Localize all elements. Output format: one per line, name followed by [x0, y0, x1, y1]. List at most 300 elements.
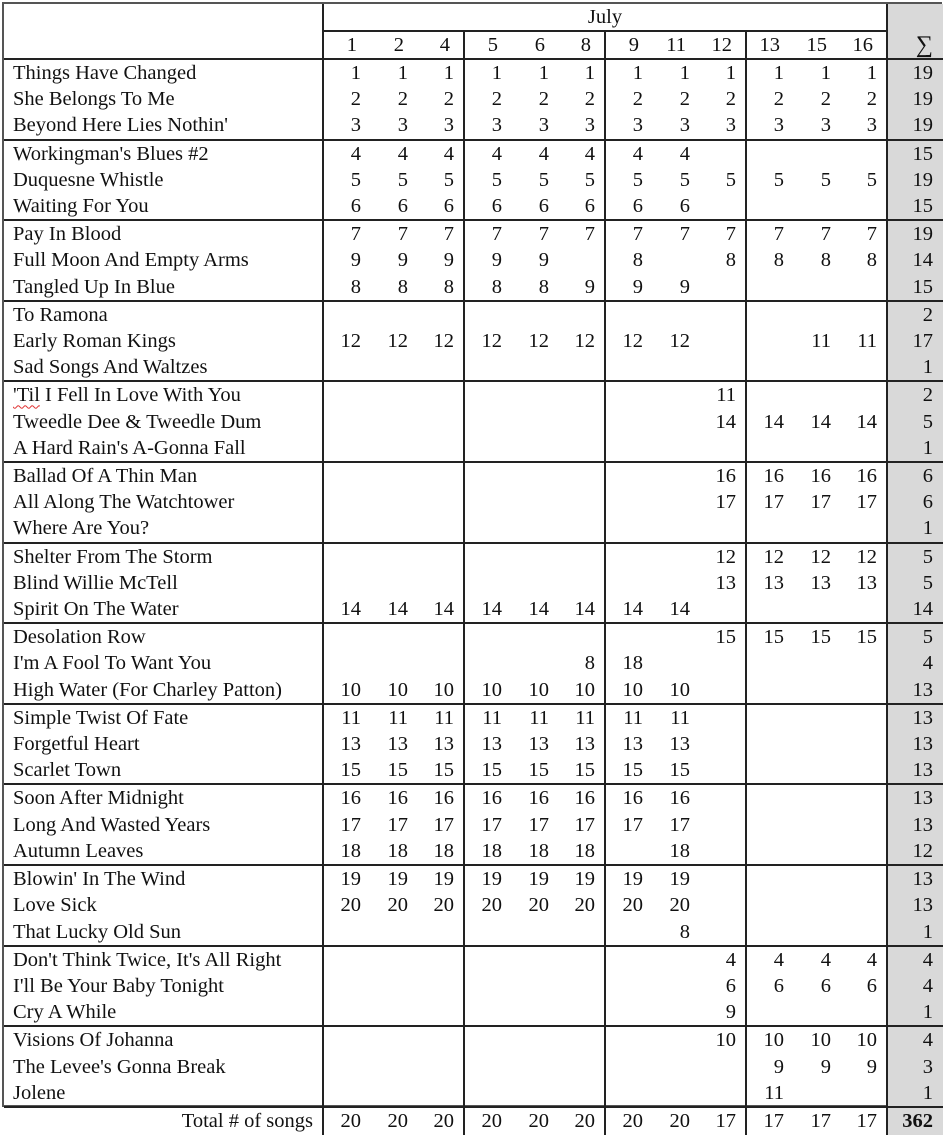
setlist-position — [417, 570, 464, 596]
setlist-position: 15 — [387, 759, 408, 782]
setlist-position — [699, 731, 746, 757]
setlist-position: 8 — [558, 650, 605, 676]
setlist-position: 5 — [773, 168, 784, 191]
setlist-position — [417, 381, 464, 408]
setlist-position: 3 — [699, 112, 746, 139]
table-row — [4, 946, 943, 973]
setlist-position: 5 — [632, 168, 643, 191]
setlist-position: 15 — [622, 759, 643, 782]
setlist-position: 5 — [417, 167, 464, 193]
song-title: Duquesne Whistle — [4, 167, 323, 193]
setlist-position — [323, 570, 370, 596]
song-play-count: 19 — [887, 59, 943, 86]
setlist-position: 1 — [652, 59, 699, 86]
table-row — [4, 919, 943, 946]
setlist-position: 2 — [773, 88, 784, 111]
setlist-position — [370, 543, 417, 570]
setlist-position — [370, 301, 417, 328]
setlist-position: 8 — [491, 275, 502, 298]
setlist-position — [558, 301, 605, 328]
table-row — [4, 167, 943, 193]
setlist-position — [699, 650, 746, 676]
setlist-position: 12 — [558, 328, 605, 354]
sum-header: ∑ — [887, 4, 943, 59]
setlist-position — [464, 301, 511, 328]
song-play-count: 5 — [887, 623, 943, 650]
song-play-count: 1 — [887, 919, 943, 946]
setlist-position — [417, 354, 464, 381]
setlist-position — [511, 623, 558, 650]
setlist-position: 3 — [558, 112, 605, 139]
day-header: 16 — [840, 31, 887, 59]
setlist-position — [370, 381, 417, 408]
month-header-row — [4, 4, 943, 31]
table-row — [4, 596, 943, 623]
songs-per-show: 17 — [793, 1107, 840, 1135]
setlist-position: 13 — [669, 733, 690, 756]
setlist-position — [370, 919, 417, 946]
setlist-position: 10 — [622, 678, 643, 701]
setlist-position: 2 — [558, 86, 605, 112]
setlist-position — [652, 999, 699, 1026]
setlist-position — [605, 515, 652, 542]
setlist-position — [840, 274, 887, 301]
setlist-position: 16 — [793, 462, 840, 489]
setlist-position — [323, 409, 370, 435]
setlist-position — [793, 515, 840, 542]
song-play-count: 4 — [887, 1026, 943, 1053]
setlist-position: 15 — [669, 759, 690, 782]
spellcheck-flagged-word: 'Til — [13, 384, 40, 407]
setlist-position: 5 — [397, 168, 408, 191]
table-row — [4, 757, 943, 784]
setlist-position: 18 — [481, 839, 502, 862]
setlist-position — [464, 1054, 511, 1080]
song-title: Where Are You? — [4, 515, 323, 542]
setlist-position: 2 — [866, 88, 877, 111]
song-play-count: 13 — [887, 757, 943, 784]
setlist-position: 10 — [793, 1026, 840, 1053]
song-title: That Lucky Old Sun — [4, 919, 323, 946]
setlist-position: 12 — [840, 543, 887, 570]
table-row — [4, 274, 943, 301]
setlist-position — [417, 919, 464, 946]
table-row — [4, 489, 943, 515]
setlist-position — [840, 435, 887, 462]
setlist-position — [840, 838, 887, 865]
setlist-position: 17 — [528, 813, 549, 836]
song-play-count: 4 — [887, 650, 943, 676]
song-play-count: 15 — [887, 274, 943, 301]
song-title: High Water (For Charley Patton) — [4, 677, 323, 704]
setlist-position — [746, 999, 793, 1026]
setlist-position — [746, 731, 793, 757]
setlist-position — [840, 140, 887, 167]
song-title: She Belongs To Me — [4, 86, 323, 112]
setlist-position: 10 — [746, 1026, 793, 1053]
setlist-position: 17 — [387, 813, 408, 836]
setlist-position: 7 — [464, 220, 511, 247]
setlist-position: 18 — [528, 839, 549, 862]
setlist-position: 10 — [558, 677, 605, 704]
setlist-position: 2 — [538, 88, 549, 111]
table-row — [4, 1026, 943, 1053]
song-title: Don't Think Twice, It's All Right — [4, 946, 323, 973]
setlist-position — [699, 435, 746, 462]
setlist-position: 14 — [856, 410, 877, 433]
setlist-position: 1 — [793, 59, 840, 86]
setlist-position: 17 — [810, 491, 831, 514]
setlist-position: 4 — [370, 140, 417, 167]
setlist-position — [370, 435, 417, 462]
setlist-position — [746, 704, 793, 731]
setlist-position — [699, 1080, 746, 1107]
song-title: Long And Wasted Years — [4, 812, 323, 838]
setlist-position: 7 — [370, 220, 417, 247]
setlist-position — [464, 650, 511, 676]
setlist-position: 9 — [350, 249, 361, 272]
table-row — [4, 515, 943, 542]
setlist-position: 11 — [370, 704, 417, 731]
total-row — [4, 1107, 943, 1135]
setlist-position — [652, 973, 699, 999]
song-title: Autumn Leaves — [4, 838, 323, 865]
setlist-position: 14 — [763, 410, 784, 433]
setlist-position — [652, 515, 699, 542]
table-row — [4, 865, 943, 892]
song-play-count: 19 — [887, 112, 943, 139]
setlist-position — [558, 946, 605, 973]
song-title: Full Moon And Empty Arms — [4, 247, 323, 273]
setlist-position — [699, 515, 746, 542]
setlist-position: 10 — [669, 678, 690, 701]
setlist-position — [652, 570, 699, 596]
setlist-position: 3 — [773, 114, 784, 137]
setlist-position — [699, 596, 746, 623]
setlist-position — [746, 812, 793, 838]
setlist-position: 14 — [417, 596, 464, 623]
setlist-position — [652, 650, 699, 676]
setlist-position — [840, 919, 887, 946]
song-play-count: 19 — [887, 167, 943, 193]
setlist-position — [417, 515, 464, 542]
setlist-position: 7 — [558, 220, 605, 247]
setlist-position — [558, 247, 605, 273]
setlist-position — [699, 328, 746, 354]
setlist-position — [746, 354, 793, 381]
setlist-position: 9 — [417, 247, 464, 273]
song-title: Scarlet Town — [4, 757, 323, 784]
setlist-position — [605, 623, 652, 650]
setlist-position — [323, 1054, 370, 1080]
table-row — [4, 193, 943, 220]
setlist-position — [652, 301, 699, 328]
setlist-position: 13 — [810, 571, 831, 594]
song-title: A Hard Rain's A-Gonna Fall — [4, 435, 323, 462]
setlist-position — [746, 140, 793, 167]
setlist-position — [511, 1026, 558, 1053]
setlist-position: 13 — [417, 731, 464, 757]
songs-per-show: 20 — [511, 1107, 558, 1135]
day-header: 9 — [605, 31, 652, 59]
setlist-position — [840, 757, 887, 784]
setlist-position: 13 — [340, 733, 361, 756]
setlist-position — [370, 489, 417, 515]
songs-per-show: 17 — [746, 1107, 793, 1135]
setlist-position: 20 — [481, 894, 502, 917]
day-header: 8 — [558, 31, 605, 59]
table-row — [4, 650, 943, 676]
setlist-position: 3 — [397, 114, 408, 137]
setlist-position — [652, 354, 699, 381]
setlist-position — [793, 301, 840, 328]
setlist-position — [840, 704, 887, 731]
table-row — [4, 812, 943, 838]
setlist-position — [793, 999, 840, 1026]
song-title: Sad Songs And Waltzes — [4, 354, 323, 381]
setlist-position — [558, 623, 605, 650]
song-title-rest: I Fell In Love With You — [39, 384, 241, 407]
setlist-position — [605, 489, 652, 515]
song-title: To Ramona — [4, 301, 323, 328]
setlist-position — [323, 381, 370, 408]
setlist-position: 10 — [699, 1026, 746, 1053]
song-play-count: 14 — [887, 247, 943, 273]
setlist-position — [558, 354, 605, 381]
setlist-position: 2 — [417, 86, 464, 112]
setlist-position: 10 — [417, 677, 464, 704]
day-header: 5 — [464, 31, 511, 59]
setlist-position — [464, 462, 511, 489]
setlist-position — [370, 973, 417, 999]
setlist-position: 14 — [481, 598, 502, 621]
song-title: Tangled Up In Blue — [4, 274, 323, 301]
table-row — [4, 543, 943, 570]
setlist-position — [840, 193, 887, 220]
song-title: I'm A Fool To Want You — [4, 650, 323, 676]
songs-per-show: 20 — [558, 1107, 605, 1135]
setlist-position: 16 — [417, 784, 464, 811]
table-row — [4, 381, 943, 408]
table-row — [4, 112, 943, 139]
setlist-position — [464, 973, 511, 999]
setlist-position: 17 — [622, 813, 643, 836]
setlist-position — [793, 193, 840, 220]
setlist-position: 20 — [387, 894, 408, 917]
setlist-position — [605, 570, 652, 596]
setlist-position — [464, 623, 511, 650]
setlist-position — [417, 1026, 464, 1053]
day-header: 1 — [323, 31, 370, 59]
setlist-position: 4 — [558, 140, 605, 167]
setlist-position — [464, 1026, 511, 1053]
setlist-position: 4 — [323, 140, 370, 167]
setlist-position: 13 — [481, 733, 502, 756]
setlist-position — [417, 973, 464, 999]
setlist-position — [746, 596, 793, 623]
table-row — [4, 999, 943, 1026]
setlist-position: 1 — [699, 59, 746, 86]
setlist-position: 6 — [632, 195, 643, 218]
setlist-position — [370, 1080, 417, 1107]
setlist-position: 14 — [340, 598, 361, 621]
setlist-position: 15 — [793, 623, 840, 650]
setlist-position — [511, 515, 558, 542]
setlist-position: 18 — [669, 839, 690, 862]
table-row — [4, 435, 943, 462]
month-header: July — [587, 6, 623, 28]
song-title: Forgetful Heart — [4, 731, 323, 757]
setlist-position: 1 — [605, 59, 652, 86]
table-row — [4, 1080, 943, 1107]
song-title: Early Roman Kings — [4, 328, 323, 354]
song-title — [4, 381, 323, 408]
setlist-position: 15 — [417, 757, 464, 784]
setlist-position — [605, 973, 652, 999]
setlist-position — [746, 650, 793, 676]
setlist-position: 12 — [340, 330, 361, 353]
setlist-position: 14 — [699, 409, 746, 435]
setlist-position — [793, 596, 840, 623]
setlist-position: 9 — [491, 249, 502, 272]
setlist-position — [323, 650, 370, 676]
setlist-position: 14 — [669, 598, 690, 621]
setlist-position: 17 — [340, 813, 361, 836]
setlist-position: 2 — [397, 88, 408, 111]
setlist-position — [793, 354, 840, 381]
day-header: 15 — [793, 31, 840, 59]
setlist-position — [699, 784, 746, 811]
setlist-position: 10 — [387, 678, 408, 701]
setlist-position: 8 — [397, 275, 408, 298]
setlist-position: 9 — [773, 1055, 784, 1078]
setlist-position: 17 — [856, 491, 877, 514]
setlist-position: 11 — [323, 704, 370, 731]
setlist-position: 5 — [866, 168, 877, 191]
setlist-position — [464, 409, 511, 435]
setlist-position — [370, 409, 417, 435]
setlist-position — [323, 543, 370, 570]
setlist-position — [793, 274, 840, 301]
setlist-position: 6 — [820, 974, 831, 997]
setlist-position: 7 — [746, 220, 793, 247]
setlist-position — [558, 570, 605, 596]
setlist-position — [511, 946, 558, 973]
setlist-position — [511, 462, 558, 489]
song-title: Waiting For You — [4, 193, 323, 220]
setlist-position — [652, 381, 699, 408]
setlist-position — [605, 543, 652, 570]
songs-per-show: 20 — [370, 1107, 417, 1135]
setlist-position — [699, 140, 746, 167]
song-play-count: 13 — [887, 812, 943, 838]
setlist-position: 4 — [605, 140, 652, 167]
setlist-position: 4 — [464, 140, 511, 167]
setlist-position: 7 — [417, 220, 464, 247]
setlist-position — [840, 812, 887, 838]
setlist-position — [370, 999, 417, 1026]
setlist-position: 3 — [491, 114, 502, 137]
setlist-position — [323, 1080, 370, 1107]
songs-per-show: 20 — [605, 1107, 652, 1135]
setlist-position: 11 — [558, 704, 605, 731]
setlist-position: 8 — [773, 249, 784, 272]
setlist-position — [793, 919, 840, 946]
setlist-position: 3 — [350, 114, 361, 137]
song-play-count: 4 — [887, 973, 943, 999]
setlist-position: 8 — [632, 249, 643, 272]
setlist-position: 2 — [350, 88, 361, 111]
setlist-position: 10 — [340, 678, 361, 701]
setlist-position: 14 — [810, 410, 831, 433]
setlist-position — [323, 623, 370, 650]
song-title: Simple Twist Of Fate — [4, 704, 323, 731]
setlist-position: 17 — [558, 812, 605, 838]
setlist-position: 3 — [679, 114, 690, 137]
setlist-position: 19 — [370, 865, 417, 892]
setlist-position: 15 — [528, 759, 549, 782]
setlist-position: 2 — [491, 88, 502, 111]
setlist-position: 1 — [464, 59, 511, 86]
setlist-position: 17 — [417, 812, 464, 838]
song-title: Desolation Row — [4, 623, 323, 650]
setlist-position: 16 — [464, 784, 511, 811]
total-label: Total # of songs — [4, 1107, 323, 1135]
setlist-position — [793, 650, 840, 676]
setlist-position — [464, 946, 511, 973]
setlist-position: 8 — [679, 920, 690, 943]
setlist-position: 11 — [605, 704, 652, 731]
song-play-count: 5 — [887, 570, 943, 596]
setlist-position: 20 — [528, 894, 549, 917]
setlist-position — [746, 919, 793, 946]
song-play-count: 13 — [887, 731, 943, 757]
setlist-position — [558, 999, 605, 1026]
song-play-count: 19 — [887, 86, 943, 112]
setlist-position — [840, 731, 887, 757]
setlist-position — [323, 462, 370, 489]
setlist-position: 6 — [538, 195, 549, 218]
setlist-position — [323, 946, 370, 973]
setlist-position — [699, 812, 746, 838]
setlist-position — [793, 838, 840, 865]
setlist-position — [699, 354, 746, 381]
setlist-position: 13 — [622, 733, 643, 756]
setlist-position: 16 — [699, 462, 746, 489]
setlist-position: 8 — [417, 274, 464, 301]
day-header: 2 — [370, 31, 417, 59]
setlist-position — [417, 409, 464, 435]
setlist-position — [746, 515, 793, 542]
setlist-position — [511, 409, 558, 435]
setlist-position — [746, 193, 793, 220]
setlist-position — [605, 409, 652, 435]
table-row — [4, 570, 943, 596]
setlist-position — [793, 892, 840, 918]
song-play-count: 12 — [887, 838, 943, 865]
setlist-position — [746, 784, 793, 811]
song-play-count: 1 — [887, 999, 943, 1026]
setlist-position: 13 — [528, 733, 549, 756]
setlist-position: 7 — [699, 220, 746, 247]
setlist-position: 11 — [417, 704, 464, 731]
setlist-position: 15 — [840, 623, 887, 650]
table-row — [4, 704, 943, 731]
setlist-position — [840, 596, 887, 623]
setlist-position: 6 — [350, 195, 361, 218]
setlist-position — [464, 354, 511, 381]
setlist-position: 5 — [558, 167, 605, 193]
